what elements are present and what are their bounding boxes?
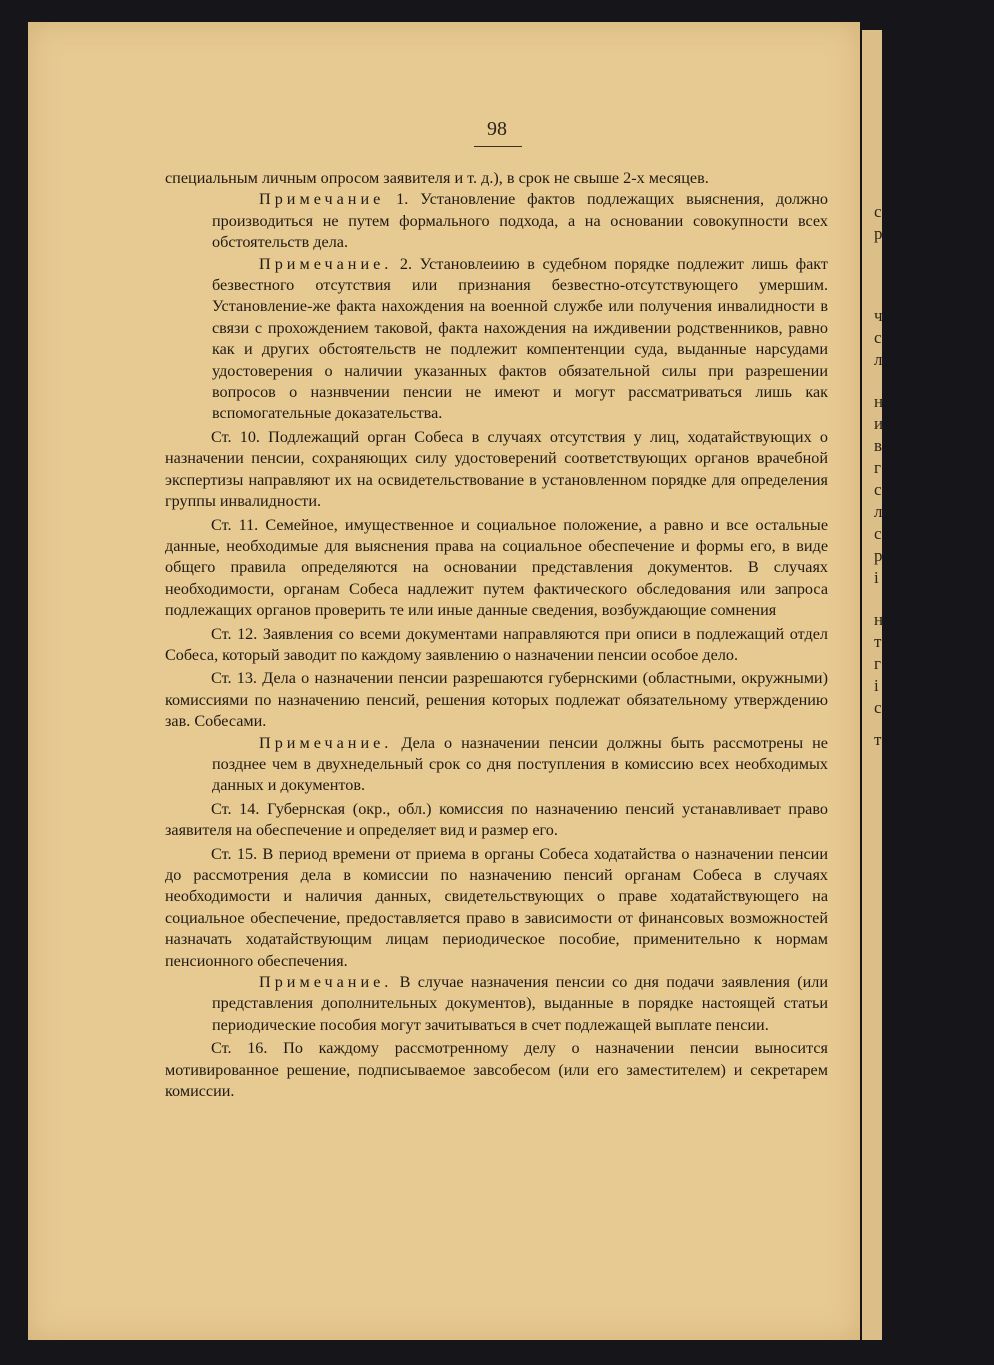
- next-page-letter: с: [874, 480, 882, 499]
- note-label: Примечание.: [259, 733, 393, 752]
- next-page-letter: л: [874, 502, 883, 521]
- note-paragraph: [212, 189, 828, 253]
- paragraph-text: Ст. 10. Подлежащий орган Собеса в случаях отсутствия у лиц, ходатайствующих о назначении пенсии, сохраняющих силу удостоверений соответствующих органов врачебной экспертизы направляют их на освидетельствование в установленном порядке для определения группы инвалидности.: [165, 427, 828, 511]
- page-text: [165, 168, 828, 1102]
- article-paragraph: [165, 799, 828, 842]
- paragraph-text: Дела о назначении пенсии должны быть рассмотрены не позднее чем в двухнедельный срок со дня поступления в комиссию всех необходимых данных и документов.: [212, 733, 828, 795]
- note-paragraph: [212, 254, 828, 425]
- article-paragraph: [165, 427, 828, 513]
- paragraph-text: 2. Установлеиию в судебном порядке подлежит лишь факт безвестного отсутствия или признания безвестно-отсутствующего умершим. Установление-же факта нахождения на военной службе или получения инвалидности в связи с прохождением таковой, факта нахождения на иждивении родственников, равно как и других обстоятельств не подлежит компентенции суда, выданные нарсудами удостоверения о наличии указанных фактов обязательной силы при разрешении вопросов о назнвчении пенсии не имеют и могут рассматриваться лишь как вспомогательные доказательства.: [212, 254, 828, 423]
- note-label: Примечание: [259, 190, 385, 209]
- article-paragraph: [165, 844, 828, 972]
- next-page-letter: і: [874, 676, 879, 695]
- next-page-letter: л: [874, 350, 883, 369]
- article-paragraph: [165, 1038, 828, 1102]
- note-paragraph: [212, 733, 828, 797]
- next-page-letter: ч: [874, 306, 883, 325]
- note-label: Примечание.: [259, 973, 393, 992]
- page-number: 98: [487, 118, 507, 140]
- paragraph-text: Ст. 11. Семейное, имущественное и социальное положение, а равно и все остальные данные, необходимые для выяснения права на социальное обеспечение и формы его, в виде общего правила определяются на основании представления документов. В случаях необходимости, органам Собеса надлежит путем фактического обследования или запроса подлежащих органов проверить те или иные данные сведения, возбуждающие сомнения: [165, 515, 828, 620]
- next-page-edge: [862, 30, 882, 1340]
- paragraph-text: Ст. 14. Губернская (окр., обл.) комиссия по назначению пенсий устанавливает право заявителя на обеспечение и определяет вид и размер его.: [165, 799, 828, 840]
- next-page-letter: і: [874, 568, 879, 587]
- next-page-letter: г: [874, 654, 881, 673]
- lead-paragraph: [165, 168, 828, 189]
- next-page-letter: т: [874, 730, 882, 749]
- next-page-letter: с: [874, 698, 882, 717]
- article-paragraph: [165, 624, 828, 667]
- page-number-underline: [474, 146, 522, 147]
- next-page-letter: г: [874, 458, 881, 477]
- note-paragraph: [212, 972, 828, 1036]
- next-page-letter: с: [874, 524, 882, 543]
- note-label: Примечание.: [259, 254, 393, 273]
- next-page-letter: н: [874, 392, 884, 411]
- paragraph-text: Ст. 15. В период времени от приема в органы Собеса ходатайства о назначении пенсии до рассмотрения дела в комиссии по назначению пенсий органам Собеса в случаях необходимости и наличия данных, свидетельствующих о праве ходатайствующего на социальное обеспечение, предоставляется право в зависимости от финансовых возможностей назначать ходатайствующим лицам периодическое пособие, применительно к нормам пенсионного обеспечения.: [165, 844, 828, 970]
- next-page-letter: и: [874, 414, 884, 433]
- paragraph-text: Ст. 12. Заявления со всеми документами направляются при описи в подлежащий отдел Собеса, который заводит по каждому заявлению о назначении пенсии особое дело.: [165, 624, 828, 664]
- article-paragraph: [165, 668, 828, 732]
- paragraph-text: Ст. 16. По каждому рассмотренному делу о назначении пенсии выносится мотивированное решение, подписываемое завсобесом (или его заместителем) и секретарем комиссии.: [165, 1039, 828, 1101]
- article-paragraph: [165, 515, 828, 622]
- next-page-letter: н: [874, 610, 884, 629]
- paragraph-text: 1. Установление фактов подлежащих выяснения, должно производиться не путем формального подхода, а на основании совокупности всех обстоятельств дела.: [212, 190, 828, 252]
- next-page-letter: с: [874, 202, 882, 221]
- paragraph-text: Ст. 13. Дела о назначении пенсии разрешаются губернскими (областными, окружными) комиссиями по назначению пенсий, решения которых подлежат обязательному утверждению зав. Собесами.: [165, 669, 828, 731]
- next-page-letter: с: [874, 328, 882, 347]
- paragraph-text: В случае назначения пенсии со дня подачи заявления (или представления дополнительных документов), выданные в порядке настоящей статьи периодические пособия могут зачитываться в счет подлежащей выплате пенсии.: [212, 973, 828, 1034]
- next-page-letter: р: [874, 546, 883, 565]
- paragraph-text: специальным личным опросом заявителя и т. д.), в срок не свыше 2-х месяцев.: [165, 169, 709, 187]
- next-page-letter: т: [874, 632, 882, 651]
- next-page-letter: в: [874, 436, 883, 455]
- next-page-letter: р: [874, 224, 883, 243]
